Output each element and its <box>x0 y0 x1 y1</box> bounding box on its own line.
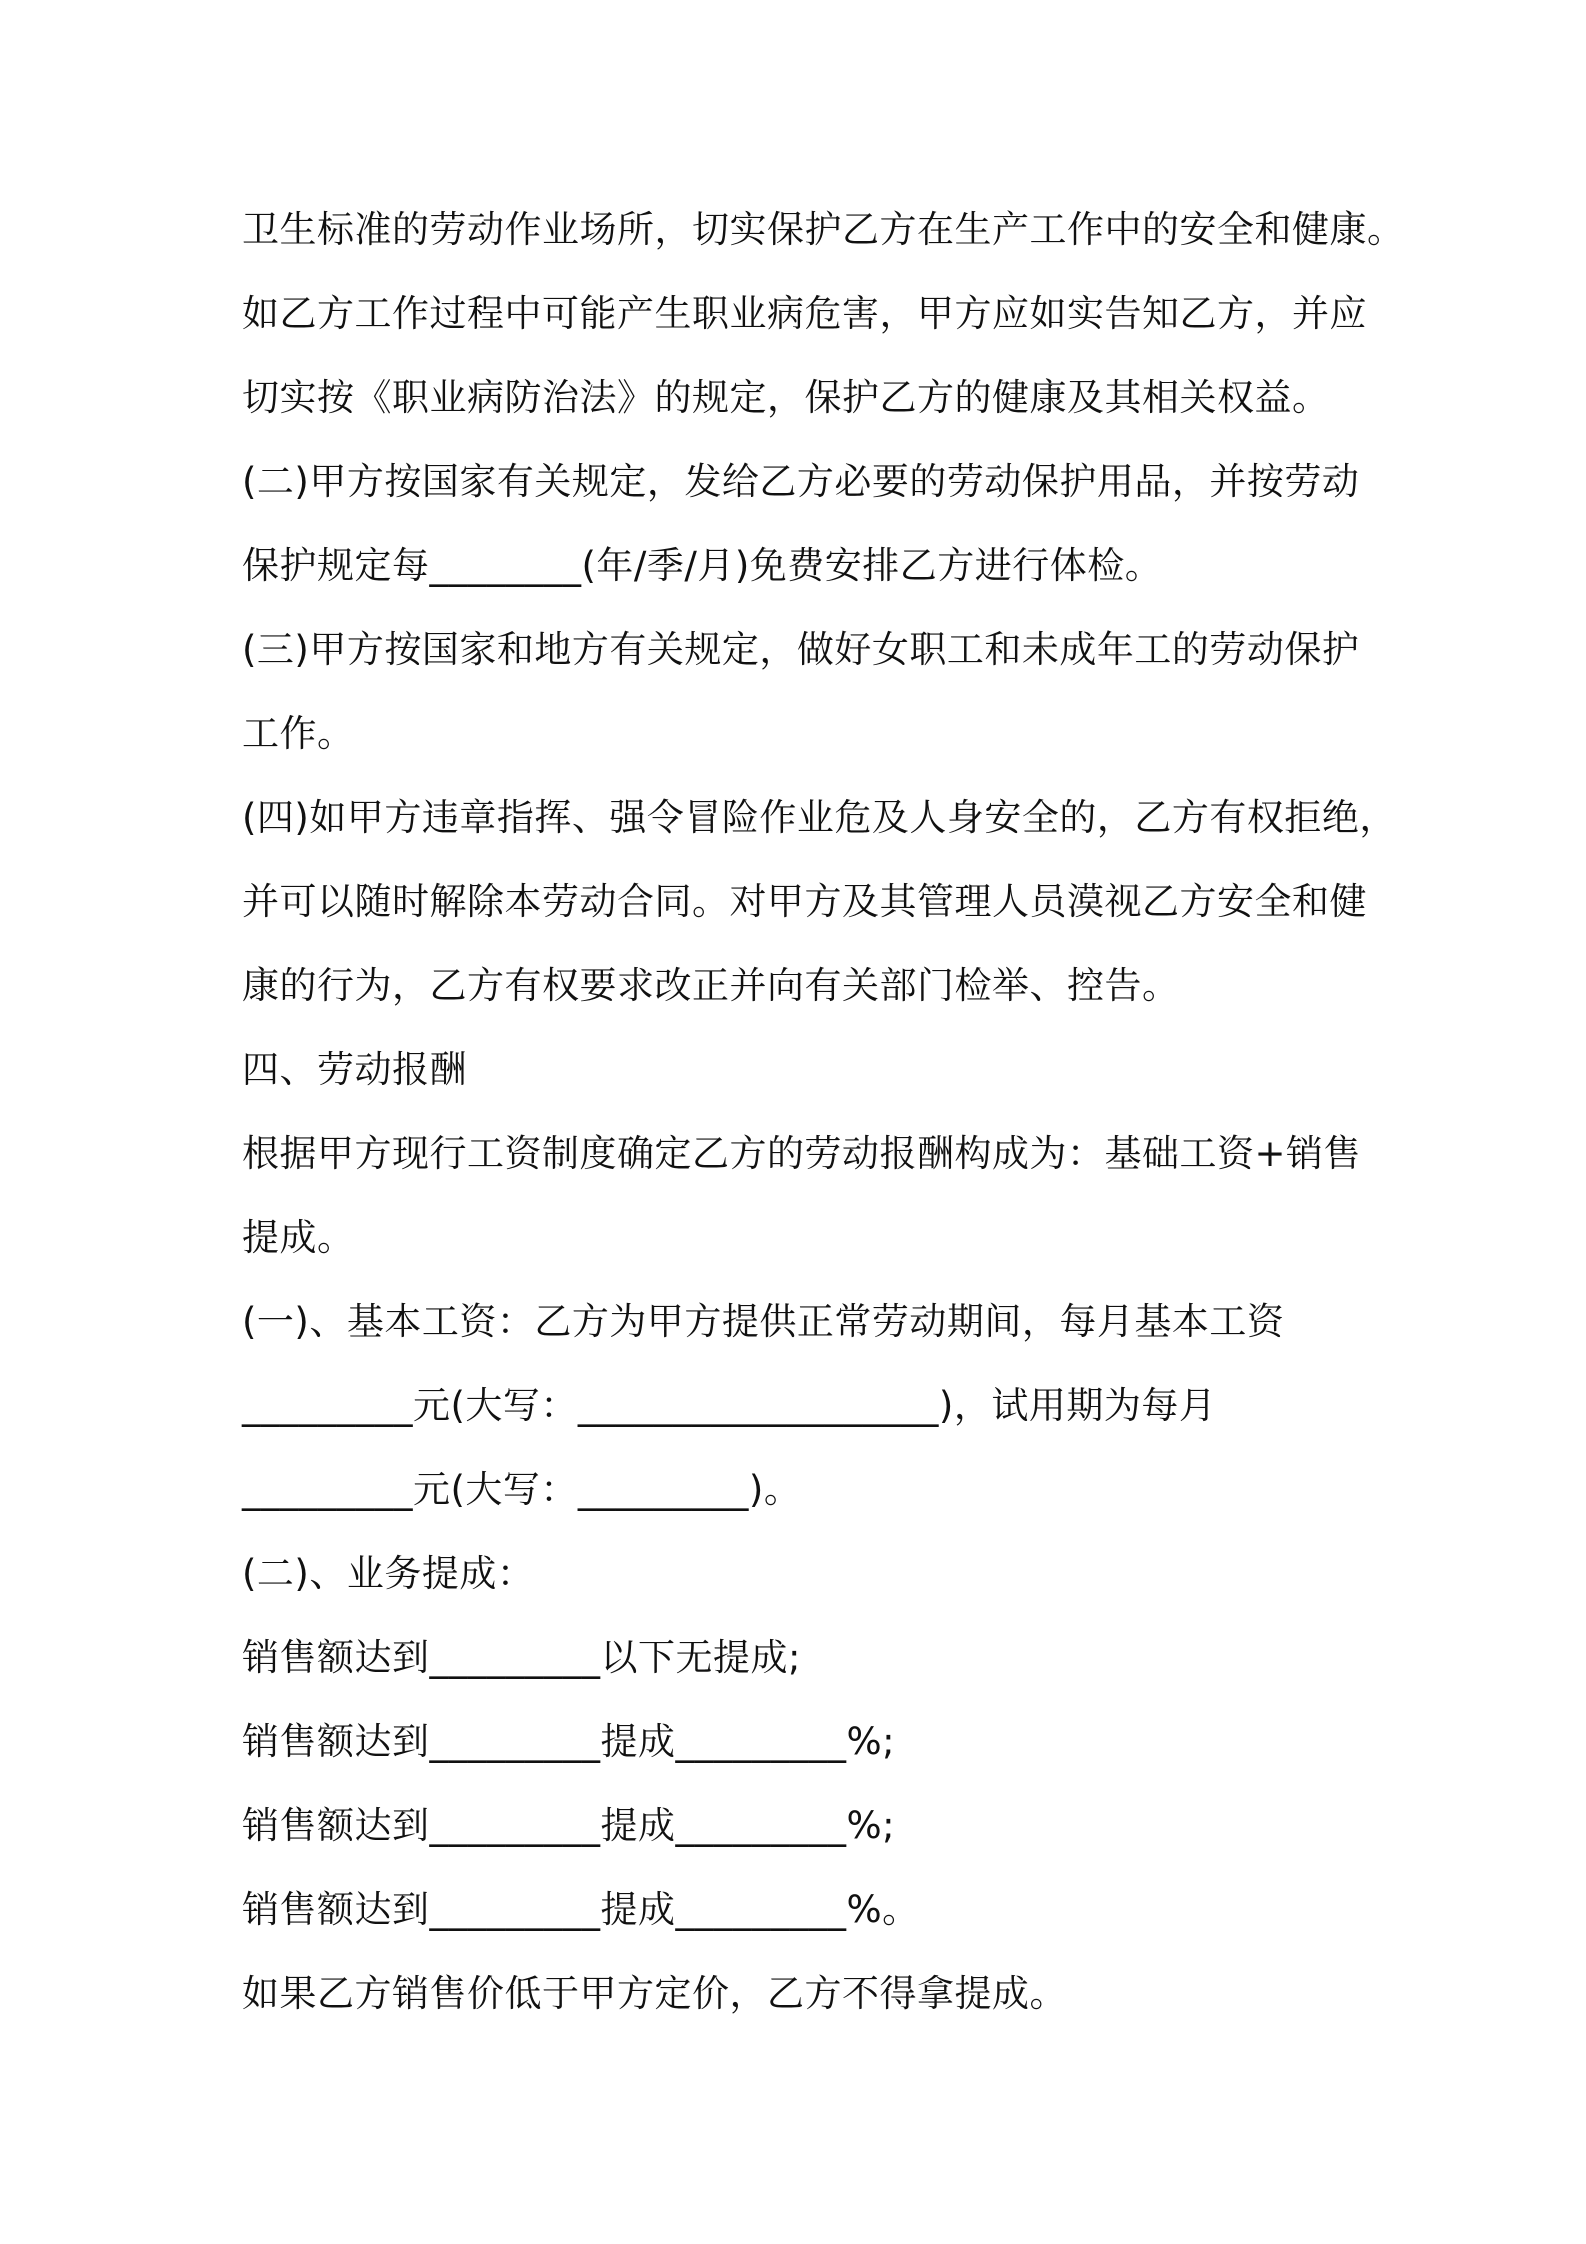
text-line: (四)如甲方违章指挥、强令冒险作业危及人身安全的，乙方有权拒绝， <box>242 796 1397 839</box>
text-line: 并可以随时解除本劳动合同。对甲方及其管理人员漠视乙方安全和健 <box>242 880 1367 923</box>
text-line: 销售额达到_________以下无提成; <box>242 1636 801 1679</box>
text-line: 销售额达到_________提成_________%; <box>242 1720 896 1763</box>
text-line: (一)、基本工资：乙方为甲方提供正常劳动期间，每月基本工资 <box>242 1300 1285 1343</box>
text-line: 保护规定每________(年/季/月)免费安排乙方进行体检。 <box>242 544 1163 587</box>
text-line: 康的行为，乙方有权要求改正并向有关部门检举、控告。 <box>242 964 1180 1007</box>
text-line: (二)、业务提成： <box>242 1552 535 1595</box>
text-line: (三)甲方按国家和地方有关规定，做好女职工和未成年工的劳动保护 <box>242 628 1360 671</box>
text-line: 卫生标准的劳动作业场所，切实保护乙方在生产工作中的安全和健康。 <box>242 208 1405 251</box>
text-line: _________元(大写：_________)。 <box>242 1468 802 1511</box>
text-line: (二)甲方按国家有关规定，发给乙方必要的劳动保护用品，并按劳动 <box>242 460 1360 503</box>
text-line: 工作。 <box>242 712 355 755</box>
text-line: 销售额达到_________提成_________%。 <box>242 1888 920 1931</box>
text-line: 如果乙方销售价低于甲方定价，乙方不得拿提成。 <box>242 1972 1067 2015</box>
text-line: 如乙方工作过程中可能产生职业病危害，甲方应如实告知乙方，并应 <box>242 292 1367 335</box>
text-line: 提成。 <box>242 1216 355 1259</box>
text-line: 切实按《职业病防治法》的规定，保护乙方的健康及其相关权益。 <box>242 376 1330 419</box>
text-line: 根据甲方现行工资制度确定乙方的劳动报酬构成为：基础工资+销售 <box>242 1132 1362 1175</box>
section-heading: 四、劳动报酬 <box>242 1048 467 1091</box>
text-line: 销售额达到_________提成_________%; <box>242 1804 896 1847</box>
text-line: _________元(大写：___________________)，试用期为每月 <box>242 1384 1217 1427</box>
